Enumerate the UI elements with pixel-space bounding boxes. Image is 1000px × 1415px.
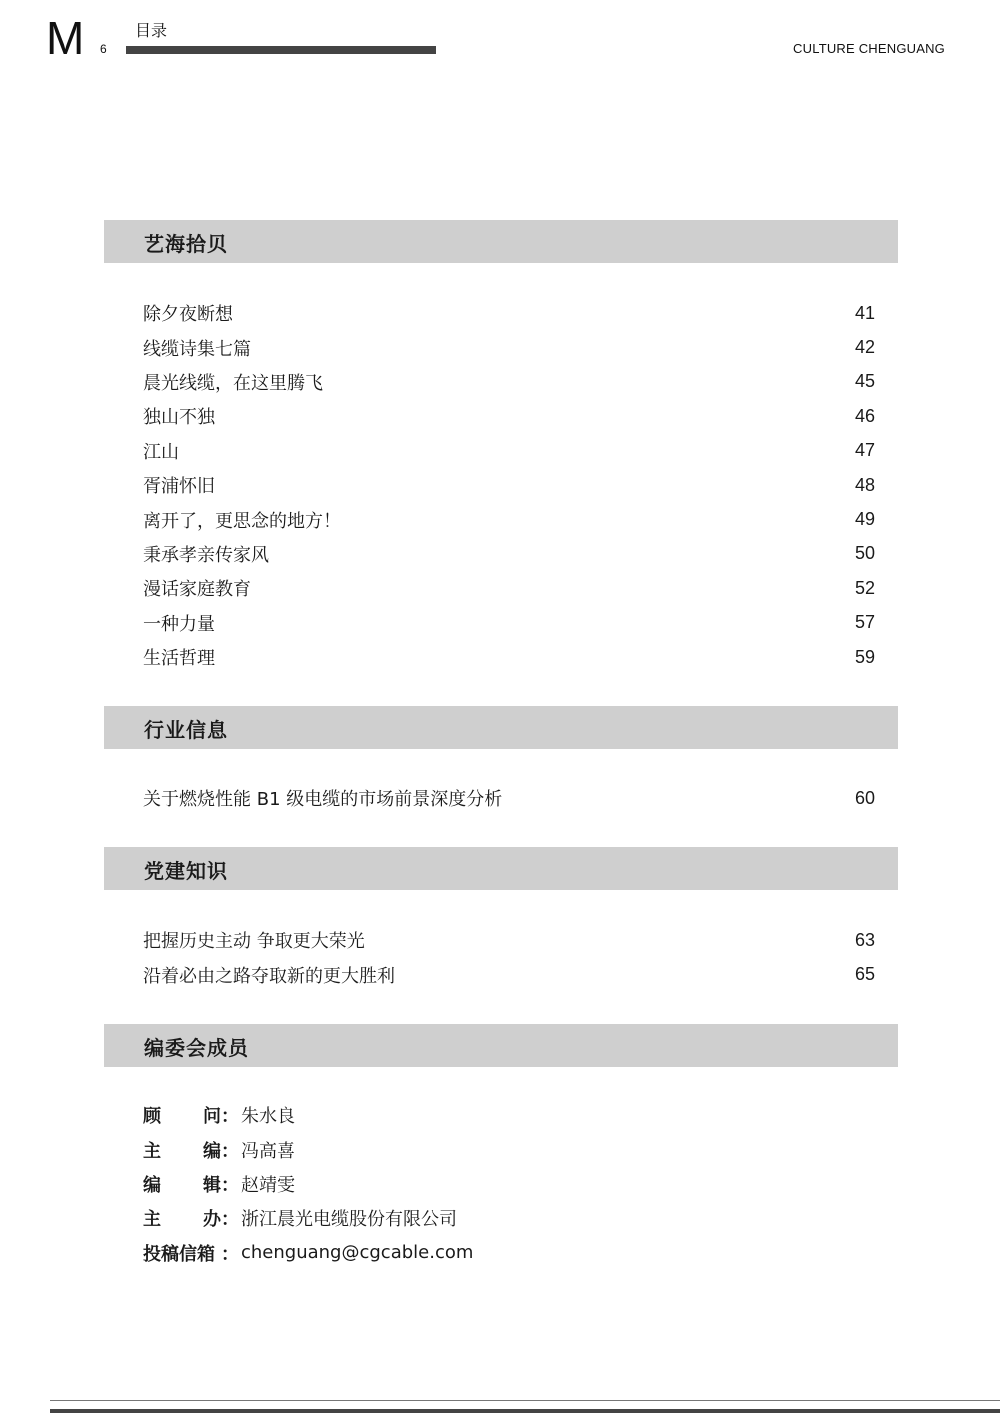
toc-entry[interactable]	[143, 296, 875, 330]
credit-colon: ：	[221, 1209, 239, 1231]
credit-value: 冯高喜	[241, 1140, 295, 1162]
toc-entry-title: 生活哲理	[143, 648, 215, 670]
toc-entry[interactable]	[143, 923, 875, 957]
credit-label: 投稿信箱	[143, 1243, 215, 1265]
credit-row	[143, 1098, 473, 1132]
toc-entry-title: 沿着必由之路夺取新的更大胜利	[143, 965, 395, 987]
toc-entry-page: 57	[854, 612, 875, 633]
editorial-credits	[143, 1098, 473, 1270]
section-header-industry	[104, 706, 898, 749]
page-number: 6	[100, 42, 107, 56]
toc-entry[interactable]	[143, 957, 875, 991]
magazine-letter: M	[46, 12, 85, 64]
toc-entry-title: 线缆诗集七篇	[143, 338, 251, 360]
toc-entry-page: 60	[854, 787, 875, 808]
toc-entry-title: 离开了，更思念的地方！	[143, 510, 341, 532]
section-title: 行业信息	[144, 718, 228, 742]
footer-rule-thick	[50, 1409, 1000, 1413]
toc-entry-page: 52	[854, 577, 875, 598]
credit-colon: ：	[221, 1174, 239, 1196]
toc-entry[interactable]	[143, 571, 875, 605]
header-brand-text: CULTURE CHENGUANG	[793, 41, 945, 56]
toc-entry[interactable]	[143, 606, 875, 640]
toc-entry-title: 江山	[143, 441, 179, 463]
section-header-yihai	[104, 220, 898, 263]
credit-value: 浙江晨光电缆股份有限公司	[241, 1209, 457, 1231]
credit-value: 赵靖雯	[241, 1174, 295, 1196]
toc-entry-title: 独山不独	[143, 407, 215, 429]
toc-entry-page: 41	[854, 302, 875, 323]
contact-email[interactable]: chenguang@cgcable.com	[241, 1242, 474, 1264]
toc-entry[interactable]	[143, 330, 875, 364]
credit-row	[143, 1132, 473, 1166]
page-title: 目录	[135, 21, 168, 40]
toc-entry-title: 除夕夜断想	[143, 304, 233, 326]
toc-entry-title: 晨光线缆，在这里腾飞	[143, 372, 323, 394]
credit-row	[143, 1236, 473, 1270]
credit-colon: ：	[221, 1243, 239, 1265]
toc-entry-title: 秉承孝亲传家风	[143, 544, 269, 566]
section-title: 编委会成员	[144, 1036, 249, 1060]
toc-entry-page: 59	[854, 646, 875, 667]
toc-entry[interactable]	[143, 640, 875, 674]
credit-label: 主 办	[143, 1209, 221, 1231]
toc-list-yihai	[143, 296, 875, 674]
credit-value: 朱水良	[241, 1106, 295, 1128]
toc-entry[interactable]	[143, 537, 875, 571]
toc-entry-page: 45	[854, 371, 875, 392]
credit-row	[143, 1167, 473, 1201]
credit-row	[143, 1201, 473, 1235]
toc-list-party	[143, 923, 875, 992]
toc-entry-page: 49	[854, 509, 875, 530]
toc-entry-page: 65	[854, 964, 875, 985]
toc-entry-title: 漫话家庭教育	[143, 579, 251, 601]
toc-entry-title: 一种力量	[143, 613, 215, 635]
toc-entry-title: 关于燃烧性能 B1 级电缆的市场前景深度分析	[143, 789, 503, 811]
toc-entry-page: 48	[854, 474, 875, 495]
credit-label: 编 辑	[143, 1174, 221, 1196]
toc-entry[interactable]	[143, 502, 875, 536]
toc-list-industry	[143, 781, 875, 815]
section-header-editorial	[104, 1024, 898, 1067]
section-title: 艺海拾贝	[144, 232, 228, 256]
credit-colon: ：	[221, 1106, 239, 1128]
credit-colon: ：	[221, 1140, 239, 1162]
toc-entry-page: 42	[854, 337, 875, 358]
toc-entry[interactable]	[143, 781, 875, 815]
toc-entry-title: 胥浦怀旧	[143, 476, 215, 498]
toc-entry-page: 50	[854, 543, 875, 564]
toc-entry[interactable]	[143, 365, 875, 399]
toc-entry[interactable]	[143, 434, 875, 468]
toc-entry[interactable]	[143, 468, 875, 502]
section-header-party	[104, 847, 898, 890]
credit-label: 顾 问	[143, 1106, 221, 1128]
toc-entry-page: 47	[854, 440, 875, 461]
toc-entry-page: 63	[854, 929, 875, 950]
credit-label: 主 编	[143, 1140, 221, 1162]
toc-entry[interactable]	[143, 399, 875, 433]
toc-entry-title: 把握历史主动 争取更大荣光	[143, 931, 365, 953]
section-title: 党建知识	[144, 859, 228, 883]
toc-entry-page: 46	[854, 405, 875, 426]
header-bar	[126, 46, 436, 54]
footer-rule-thin	[50, 1400, 1000, 1401]
